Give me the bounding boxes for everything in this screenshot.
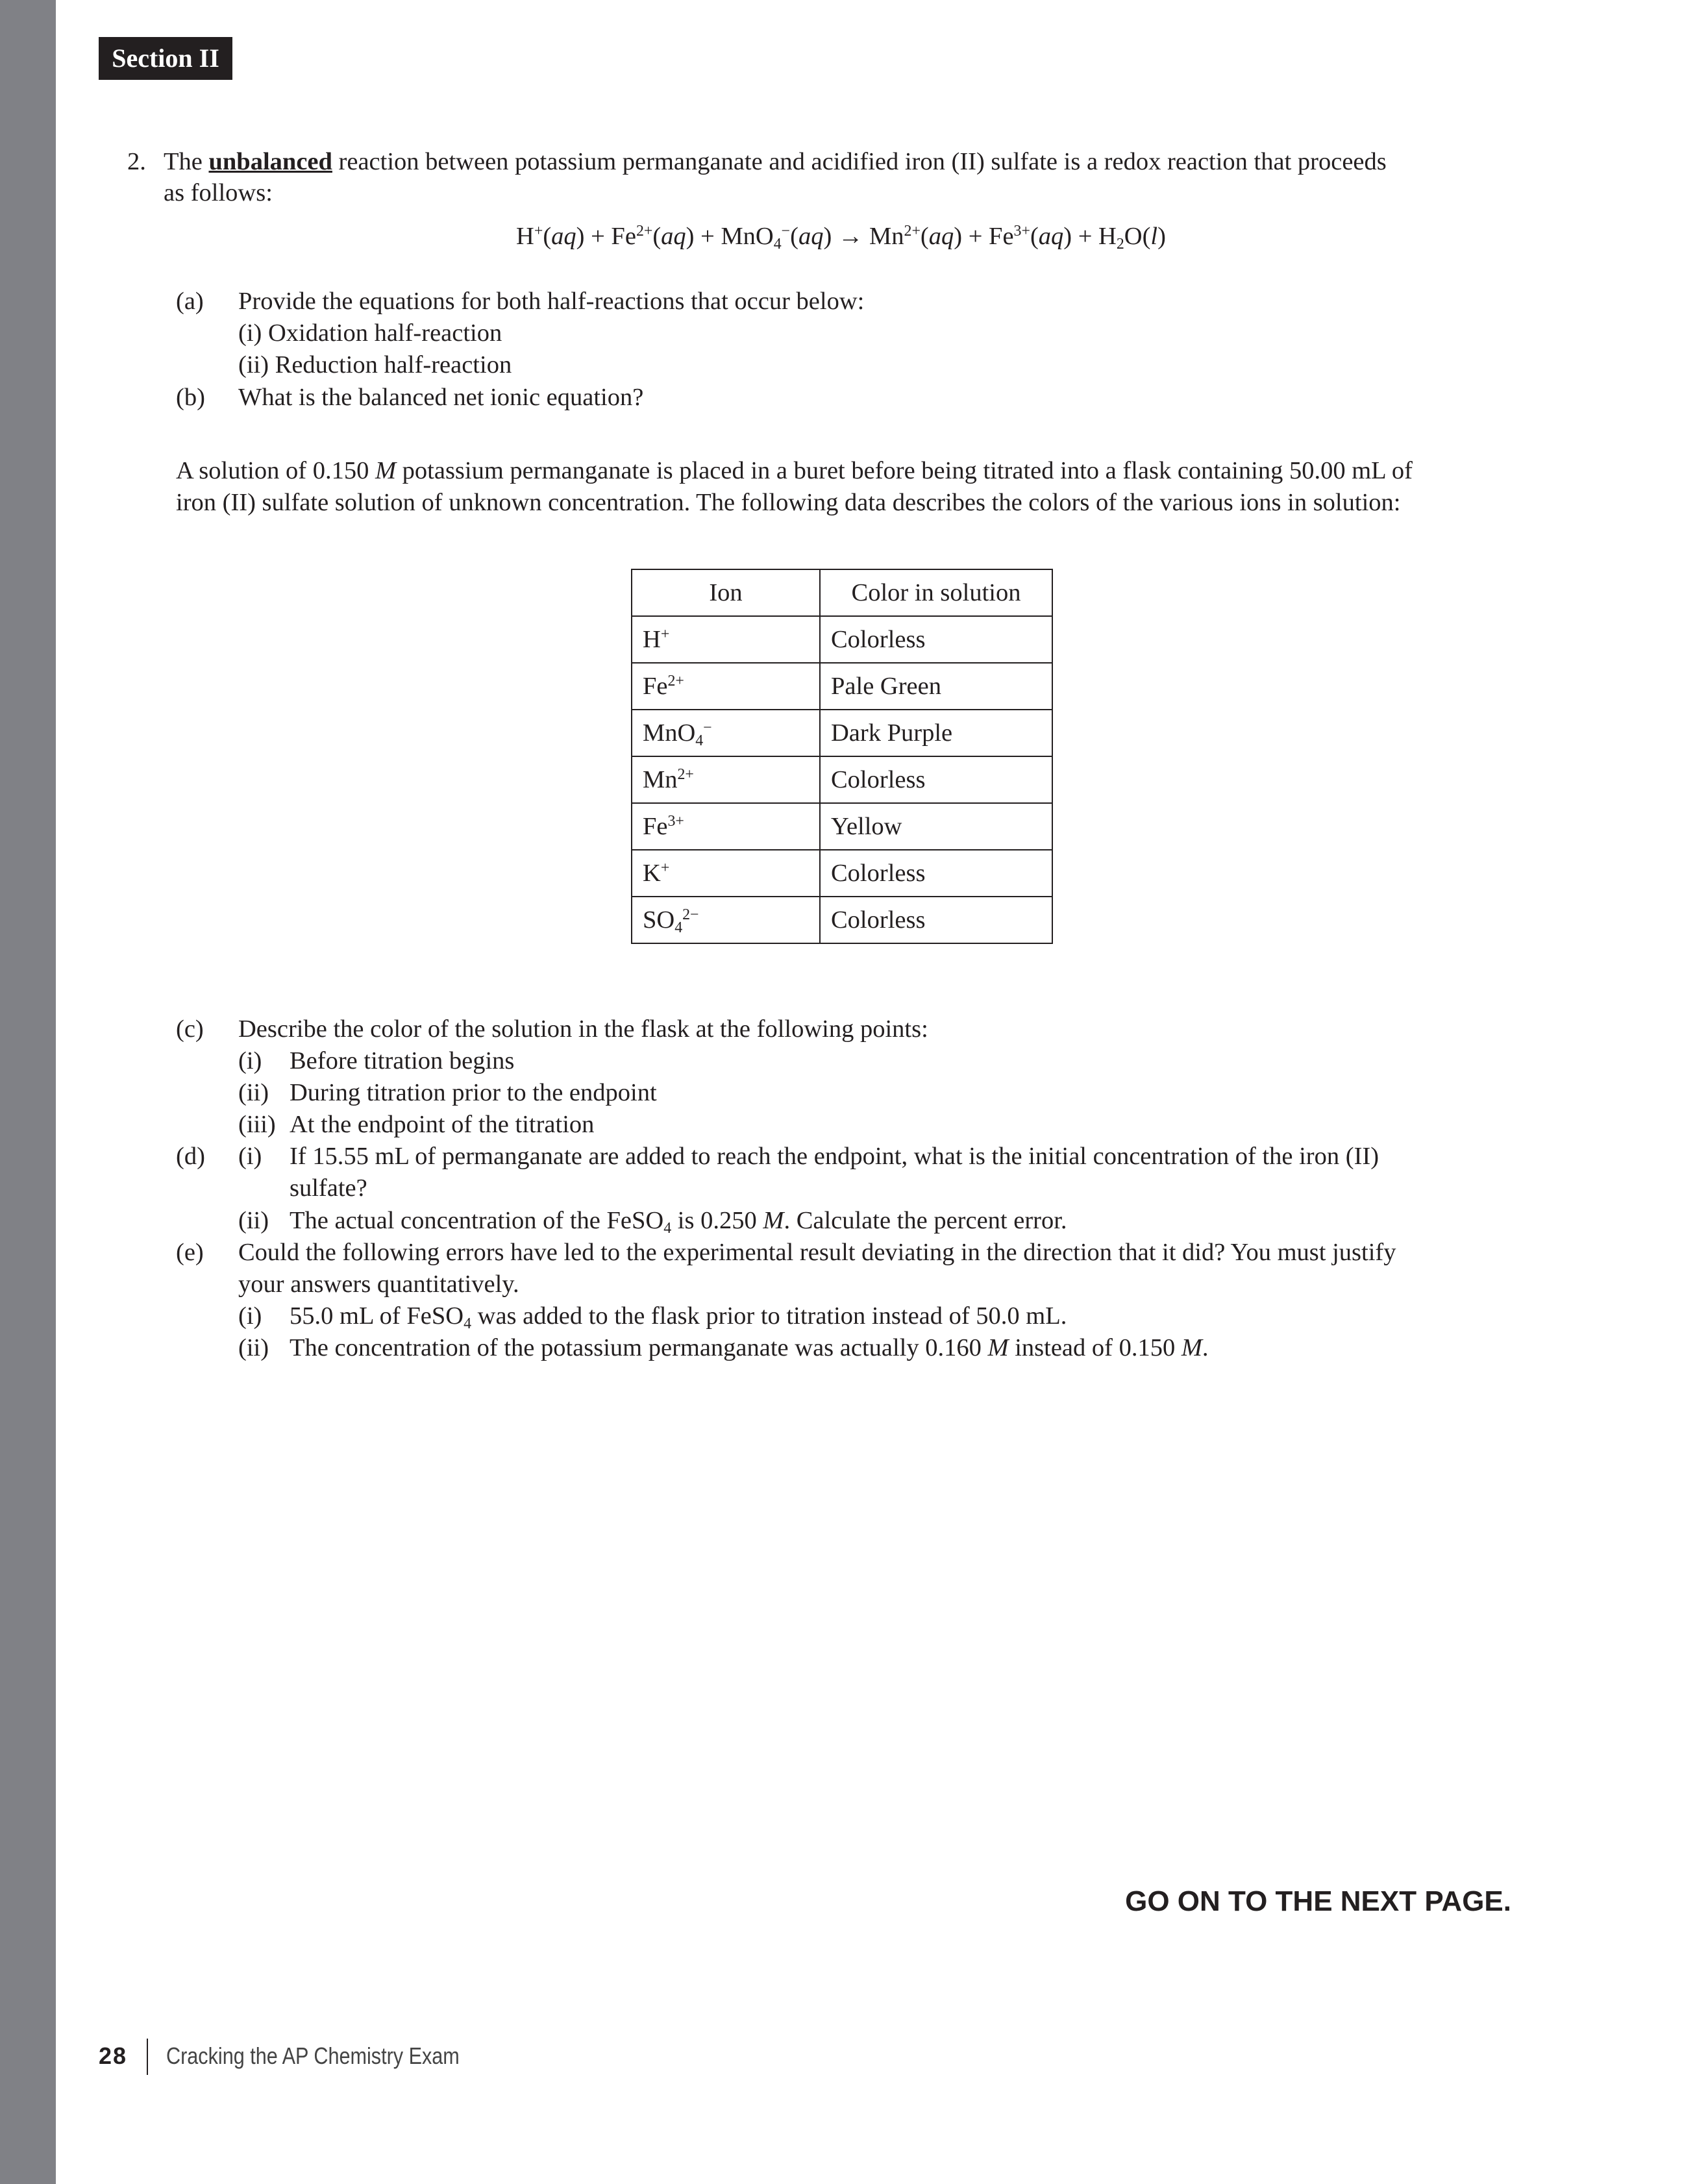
- text-segment: 4: [674, 919, 683, 937]
- text-segment: . Calculate the percent error.: [784, 1207, 1067, 1234]
- text-segment: ): [1157, 223, 1166, 250]
- text-segment: l: [1150, 223, 1158, 250]
- text-segment: −: [781, 222, 791, 240]
- text-segment: 4: [464, 1315, 472, 1333]
- text-segment: (: [652, 223, 662, 250]
- part-c-ii-text: [290, 1077, 657, 1109]
- text-segment: 2+: [677, 765, 694, 783]
- text-segment: If 15.55 mL of permanganate are added to reach the endpoint, what is the initial concentration of the iron (II): [290, 1143, 1379, 1170]
- part-c-text: [238, 1013, 928, 1045]
- text-segment: 2: [1116, 236, 1124, 253]
- part-e-label: (e): [176, 1239, 204, 1266]
- text-segment: 3+: [667, 812, 684, 830]
- color-cell: Colorless: [820, 616, 1052, 663]
- part-c-ii-label: (ii): [238, 1079, 269, 1106]
- text-segment: 4: [663, 1220, 672, 1237]
- text-segment: 4: [773, 236, 782, 253]
- text-segment: +: [534, 222, 543, 240]
- text-segment: was added to the flask prior to titration instead of 50.0 mL.: [471, 1302, 1067, 1330]
- part-c-i-text: [290, 1045, 514, 1077]
- table-row: [632, 803, 1052, 850]
- text-segment: (: [790, 223, 798, 250]
- text-segment: Mn: [643, 766, 678, 793]
- text-segment: aq: [928, 223, 954, 250]
- table-header-row: [632, 569, 1052, 616]
- text-segment: Fe: [643, 813, 668, 840]
- page-margin-bar: [0, 0, 56, 2184]
- text-segment: 2−: [682, 906, 699, 923]
- text-segment: ) + Fe: [576, 223, 636, 250]
- text-segment: What is the balanced net ionic equation?: [238, 384, 644, 411]
- text-segment: O(: [1124, 223, 1151, 250]
- text-segment: (ii) Reduction half-reaction: [238, 351, 512, 378]
- ion-color-table: [631, 569, 1053, 944]
- part-e-text: [238, 1237, 1396, 1269]
- header-ion: Ion: [632, 569, 820, 616]
- part-a-text: [238, 286, 864, 317]
- text-segment: SO: [643, 906, 675, 934]
- text-segment: A solution of 0.150: [176, 457, 375, 484]
- part-d-label: (d): [176, 1143, 205, 1170]
- part-b-label: (b): [176, 384, 205, 411]
- text-segment: 2+: [904, 222, 921, 240]
- part-d-i-text: [290, 1141, 1379, 1173]
- text-segment: The: [164, 148, 209, 175]
- color-cell: Colorless: [820, 897, 1052, 943]
- text-segment: (: [543, 223, 552, 250]
- text-segment: 55.0 mL of FeSO: [290, 1302, 464, 1330]
- text-segment: Fe: [643, 673, 668, 700]
- part-c-i-label: (i): [238, 1047, 262, 1074]
- text-segment: The actual concentration of the FeSO: [290, 1207, 664, 1234]
- text-segment: Provide the equations for both half-reactions that occur below:: [238, 288, 865, 315]
- unbalanced-equation: [0, 221, 1682, 253]
- text-segment: (i) Oxidation half-reaction: [238, 319, 502, 347]
- text-segment: At the endpoint of the titration: [290, 1111, 595, 1138]
- text-segment: ) + MnO: [686, 223, 774, 250]
- text-segment: H: [516, 223, 534, 250]
- table-row: [632, 710, 1052, 756]
- go-on-notice: GO ON TO THE NEXT PAGE.: [1125, 1885, 1511, 1917]
- part-e-ii-label: (ii): [238, 1334, 269, 1361]
- text-segment: −: [703, 719, 712, 736]
- text-segment: instead of 0.150: [1008, 1334, 1181, 1361]
- table-row: [632, 850, 1052, 897]
- paragraph-line2: [176, 487, 1400, 519]
- text-segment: H: [643, 626, 661, 653]
- part-a-i: [238, 317, 502, 349]
- table-row: [632, 663, 1052, 710]
- text-segment: your answers quantitatively.: [238, 1271, 519, 1298]
- ion-cell: [632, 897, 820, 943]
- question-intro-line2: [164, 177, 273, 209]
- text-segment: During titration prior to the endpoint: [290, 1079, 657, 1106]
- table-row: [632, 616, 1052, 663]
- text-segment: MnO: [643, 719, 696, 747]
- table-row: [632, 756, 1052, 803]
- text-segment: 3+: [1013, 222, 1030, 240]
- text-segment: aq: [661, 223, 686, 250]
- text-segment: M: [763, 1207, 784, 1234]
- text-segment: Could the following errors have led to the experimental result deviating in the direction that it did? You must justify: [238, 1239, 1396, 1266]
- part-a-label: (a): [176, 288, 204, 315]
- text-segment: Describe the color of the solution in the flask at the following points:: [238, 1015, 928, 1043]
- text-segment: 4: [695, 732, 704, 750]
- part-c-iii-text: [290, 1109, 594, 1141]
- part-d-i-text2: [290, 1173, 367, 1204]
- part-d-ii-label: (ii): [238, 1207, 269, 1234]
- text-segment: Before titration begins: [290, 1047, 515, 1074]
- question-intro-line1: [164, 146, 1387, 178]
- color-cell: Yellow: [820, 803, 1052, 850]
- part-d-ii-text: [290, 1205, 1067, 1237]
- ion-cell: [632, 616, 820, 663]
- text-segment: reaction between potassium permanganate and acidified iron (II) sulfate is a redox reaction that proceeds: [332, 148, 1387, 175]
- ion-cell: [632, 850, 820, 897]
- text-segment: K: [643, 860, 661, 887]
- page-number: 28: [99, 2042, 128, 2069]
- text-segment: aq: [798, 223, 824, 250]
- text-segment: is 0.250: [671, 1207, 763, 1234]
- text-segment: aq: [1038, 223, 1064, 250]
- section-label: Section II: [99, 37, 232, 80]
- emphasis-text: unbalanced: [208, 148, 332, 175]
- question-number: 2.: [127, 148, 146, 175]
- text-segment: ) + H: [1063, 223, 1117, 250]
- book-title: Cracking the AP Chemistry Exam: [166, 2042, 460, 2069]
- text-segment: M: [987, 1334, 1009, 1361]
- text-segment: ) → Mn: [823, 223, 904, 250]
- text-segment: ) + Fe: [954, 223, 1014, 250]
- part-e-ii-text: [290, 1332, 1209, 1364]
- text-segment: (: [1030, 223, 1039, 250]
- text-segment: .: [1202, 1334, 1209, 1361]
- text-segment: iron (II) sulfate solution of unknown concentration. The following data describes the colors of the various ions in solution:: [176, 489, 1401, 516]
- part-c-iii-label: (iii): [238, 1111, 276, 1138]
- text-segment: The concentration of the potassium permanganate was actually 0.160: [290, 1334, 988, 1361]
- part-e-i-label: (i): [238, 1302, 262, 1330]
- ion-cell: [632, 663, 820, 710]
- paragraph-line1: [176, 455, 1413, 487]
- text-segment: sulfate?: [290, 1174, 367, 1202]
- text-segment: 2+: [667, 672, 684, 689]
- text-segment: as follows:: [164, 179, 273, 206]
- part-e-text2: [238, 1269, 519, 1300]
- table-row: [632, 897, 1052, 943]
- text-segment: M: [1181, 1334, 1202, 1361]
- text-segment: (: [920, 223, 929, 250]
- text-segment: potassium permanganate is placed in a buret before being titrated into a flask containing 50.00 mL of: [396, 457, 1413, 484]
- text-segment: aq: [551, 223, 576, 250]
- text-segment: 2+: [636, 222, 653, 240]
- ion-cell: [632, 803, 820, 850]
- color-cell: Colorless: [820, 756, 1052, 803]
- color-cell: Pale Green: [820, 663, 1052, 710]
- text-segment: +: [660, 625, 670, 643]
- part-c-label: (c): [176, 1015, 204, 1043]
- header-color: Color in solution: [820, 569, 1052, 616]
- part-a-ii: [238, 349, 512, 381]
- color-cell: Colorless: [820, 850, 1052, 897]
- footer-divider: [147, 2039, 148, 2075]
- ion-cell: [632, 756, 820, 803]
- part-d-i-label: (i): [238, 1143, 262, 1170]
- color-cell: Dark Purple: [820, 710, 1052, 756]
- text-segment: +: [660, 859, 670, 876]
- text-segment: M: [375, 457, 397, 484]
- part-e-i-text: [290, 1300, 1067, 1332]
- part-b-text: [238, 382, 643, 414]
- ion-cell: [632, 710, 820, 756]
